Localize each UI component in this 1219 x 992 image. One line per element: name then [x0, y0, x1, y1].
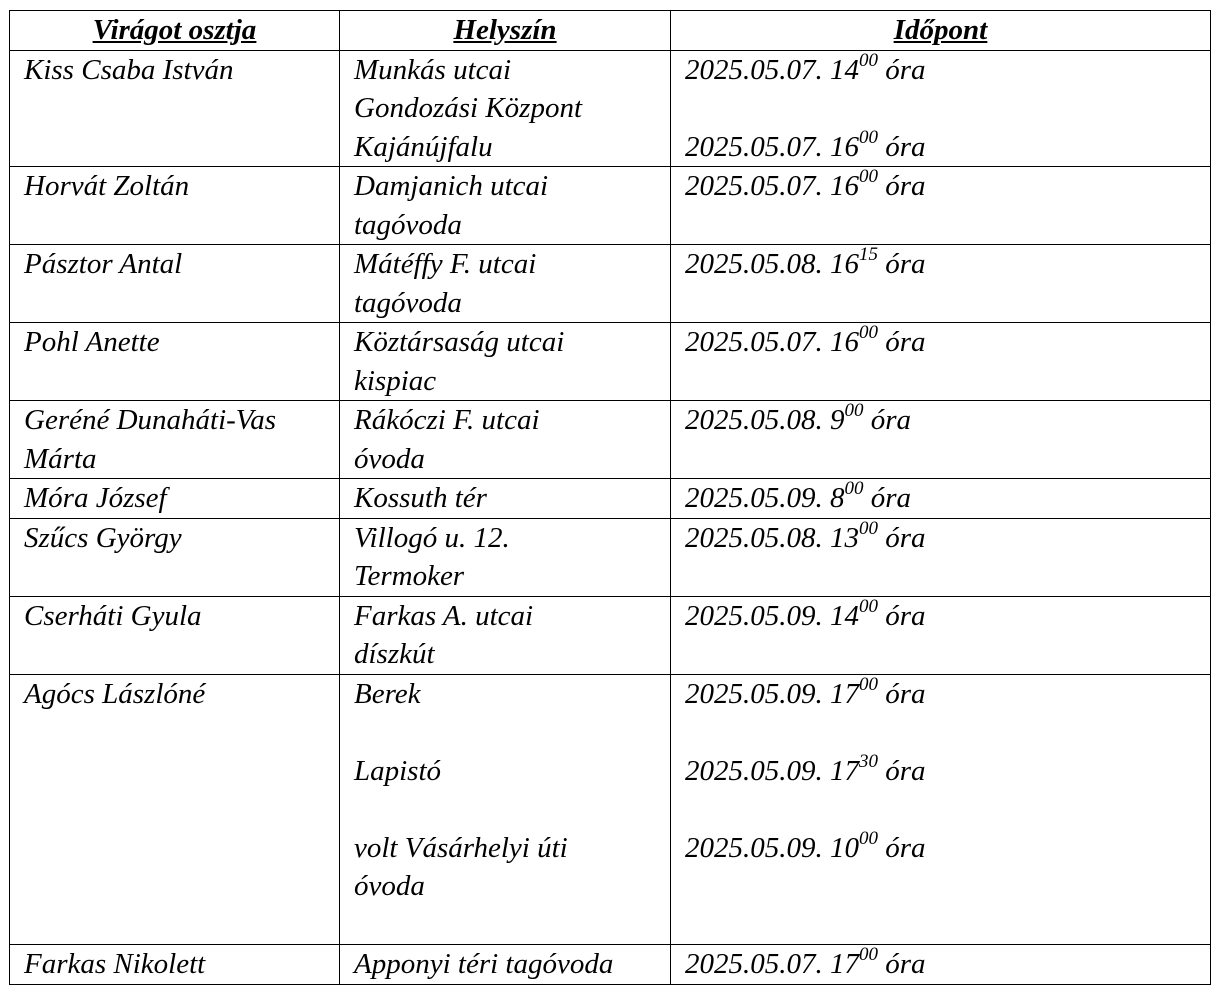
time-suffix: óra [878, 948, 926, 980]
time-blank-line [685, 89, 1206, 128]
time-entry [685, 51, 1206, 90]
location-line: óvoda [354, 870, 425, 902]
distributor-name: Márta [24, 442, 97, 475]
distributor-name: Cserháti Gyula [24, 599, 202, 632]
time-minutes: 00 [859, 944, 878, 966]
time-blank-line [685, 713, 1206, 752]
time-minutes: 00 [844, 478, 864, 500]
location-line: díszkút [354, 638, 435, 670]
location-line [354, 906, 666, 945]
location-cell [340, 674, 671, 945]
location-cell [340, 518, 671, 596]
location-line: Munkás utcai [354, 53, 512, 86]
header-location: Helyszín [340, 11, 671, 51]
time-minutes: 00 [859, 166, 878, 188]
time-cell [671, 167, 1211, 245]
distributor-cell [10, 323, 340, 401]
time-entry [685, 479, 1206, 518]
distributor-name: Pohl Anette [24, 326, 160, 358]
time-entry [685, 675, 1206, 714]
time-minutes: 00 [844, 400, 864, 422]
time-suffix: óra [878, 831, 926, 864]
time-cell [671, 323, 1211, 401]
location-line: Villogó u. 12. [354, 521, 510, 554]
time-suffix: óra [878, 248, 926, 280]
time-suffix: óra [878, 130, 926, 163]
location-line: Lapistó [354, 754, 442, 787]
time-minutes: 15 [859, 244, 878, 266]
time-cell [671, 945, 1211, 985]
header-distributor: Virágot osztja [10, 11, 340, 51]
time-entry [685, 829, 1206, 868]
time-date-hour: 2025.05.08. 16 [685, 248, 859, 280]
time-entry [685, 401, 1206, 440]
location-cell [340, 401, 671, 479]
distributor-name: Horvát Zoltán [24, 170, 190, 202]
distributor-cell [10, 479, 340, 519]
time-blank-line [685, 790, 1206, 829]
location-line: tagóvoda [354, 208, 462, 241]
table-body [10, 50, 1211, 984]
location-line [354, 790, 666, 829]
flower-distribution-table [9, 10, 1211, 985]
distributor-name: Pásztor Antal [24, 248, 183, 280]
time-cell [671, 50, 1211, 167]
header-row [10, 11, 1211, 51]
table-row [10, 674, 1211, 945]
time-entry [685, 519, 1206, 558]
distributor-name: Agócs Lászlóné [24, 677, 206, 710]
distributor-name: Móra József [24, 482, 167, 514]
time-date-hour: 2025.05.07. 14 [685, 53, 859, 86]
distributor-cell [10, 245, 340, 323]
time-date-hour: 2025.05.07. 16 [685, 170, 859, 202]
location-cell [340, 245, 671, 323]
distributor-cell [10, 518, 340, 596]
distributor-cell [10, 674, 340, 945]
time-entry [685, 323, 1206, 362]
location-line: óvoda [354, 442, 425, 475]
distributor-cell [10, 50, 340, 167]
location-line: volt Vásárhelyi úti [354, 831, 568, 864]
time-suffix: óra [863, 482, 912, 514]
time-suffix: óra [878, 521, 926, 554]
time-cell [671, 674, 1211, 945]
time-suffix: óra [878, 53, 926, 86]
time-suffix: óra [878, 326, 926, 358]
location-line: Damjanich utcai [354, 170, 549, 202]
time-date-hour: 2025.05.08. 9 [685, 404, 845, 436]
time-minutes: 00 [859, 827, 878, 849]
time-cell [671, 479, 1211, 519]
location-cell [340, 167, 671, 245]
time-suffix: óra [878, 170, 926, 202]
header-time: Időpont [671, 11, 1211, 51]
distributor-cell [10, 401, 340, 479]
time-minutes: 00 [859, 126, 878, 148]
location-line: Apponyi téri tagóvoda [354, 948, 614, 980]
distributor-name: Geréné Dunaháti-Vas [24, 404, 277, 436]
location-line: Termoker [354, 560, 465, 592]
location-line: Köztársaság utcai [354, 326, 565, 358]
distributor-cell [10, 945, 340, 985]
location-cell [340, 479, 671, 519]
distributor-cell [10, 167, 340, 245]
time-entry [685, 128, 1206, 167]
time-entry [685, 245, 1206, 284]
time-date-hour: 2025.05.09. 10 [685, 831, 859, 864]
time-minutes: 00 [859, 596, 878, 617]
time-suffix: óra [878, 754, 926, 787]
table-row [10, 167, 1211, 245]
table-row [10, 479, 1211, 519]
time-minutes: 00 [859, 674, 878, 695]
time-entry [685, 167, 1206, 206]
time-entry [685, 945, 1206, 984]
table-row [10, 50, 1211, 167]
time-minutes: 00 [859, 50, 878, 71]
table-row [10, 245, 1211, 323]
time-date-hour: 2025.05.09. 8 [685, 482, 845, 514]
time-minutes: 00 [859, 518, 878, 539]
time-minutes: 30 [859, 750, 878, 772]
location-cell [340, 596, 671, 674]
time-cell [671, 245, 1211, 323]
time-suffix: óra [878, 677, 926, 710]
location-cell [340, 323, 671, 401]
location-line: Berek [354, 677, 421, 710]
distributor-cell [10, 596, 340, 674]
location-cell [340, 945, 671, 985]
time-suffix: óra [878, 599, 926, 632]
location-line: tagóvoda [354, 286, 462, 319]
location-line: Mátéffy F. utcai [354, 248, 537, 280]
time-entry [685, 752, 1206, 791]
distributor-name: Kiss Csaba István [24, 53, 234, 86]
location-line: Gondozási Központ [354, 92, 583, 124]
location-line: kispiac [354, 364, 437, 397]
table-row [10, 945, 1211, 985]
table-row [10, 518, 1211, 596]
location-line: Farkas A. utcai [354, 599, 534, 632]
location-line [354, 713, 666, 752]
location-line: Kajánújfalu [354, 130, 493, 163]
table-row [10, 401, 1211, 479]
time-date-hour: 2025.05.07. 17 [685, 948, 859, 980]
distributor-name: Farkas Nikolett [24, 948, 206, 980]
time-cell [671, 518, 1211, 596]
location-line: Kossuth tér [354, 482, 487, 514]
time-date-hour: 2025.05.09. 14 [685, 599, 859, 632]
time-date-hour: 2025.05.09. 17 [685, 754, 859, 787]
location-line: Rákóczi F. utcai [354, 404, 540, 436]
time-date-hour: 2025.05.08. 13 [685, 521, 859, 554]
time-minutes: 00 [859, 322, 878, 344]
table-row [10, 596, 1211, 674]
table-row [10, 323, 1211, 401]
time-date-hour: 2025.05.09. 17 [685, 677, 859, 710]
time-cell [671, 401, 1211, 479]
location-cell [340, 50, 671, 167]
distributor-name: Szűcs György [24, 521, 182, 554]
time-suffix: óra [863, 404, 912, 436]
time-entry [685, 597, 1206, 636]
time-cell [671, 596, 1211, 674]
time-date-hour: 2025.05.07. 16 [685, 326, 859, 358]
time-date-hour: 2025.05.07. 16 [685, 130, 859, 163]
